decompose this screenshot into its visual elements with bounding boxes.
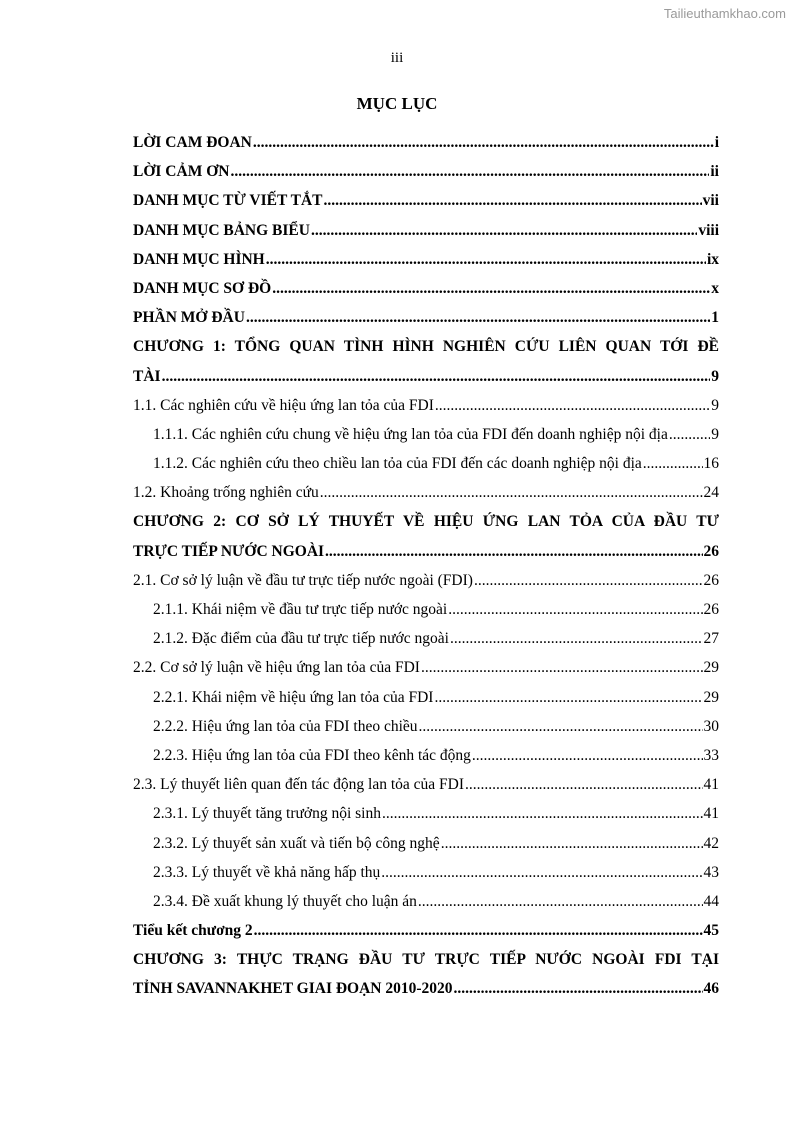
toc-subentry[interactable]: 2.1.1. Khái niệm về đầu tư trực tiếp nước ngoài ..... 26 — [133, 595, 719, 624]
toc-subentry[interactable]: 1.1.2. Các nghiên cứu theo chiều lan tỏa của FDI đến các doanh nghiệp nội địa ..... 16 — [133, 449, 719, 478]
toc-subentry[interactable]: 2.3.3. Lý thuyết về khả năng hấp thụ ..... 43 — [133, 858, 719, 887]
toc-entry[interactable]: 1.2. Khoảng trống nghiên cứu ..... 24 — [133, 478, 719, 507]
toc-chapter-heading[interactable]: CHƯƠNG 1: TỔNG QUAN TÌNH HÌNH NGHIÊN CỨU LIÊN QUAN TỚI ĐỀ — [133, 338, 719, 356]
page-title: MỤC LỤC — [356, 94, 438, 113]
watermark: Tailieuthamkhao.com — [663, 6, 786, 21]
toc-chapter-heading[interactable]: CHƯƠNG 2: CƠ SỞ LÝ THUYẾT VỀ HIỆU ỨNG LAN TỎA CỦA ĐẦU TƯ — [133, 513, 719, 531]
toc-entry[interactable]: TRỰC TIẾP NƯỚC NGOÀI ..... 26 — [133, 537, 719, 566]
toc-page-number: 26 — [703, 542, 719, 560]
toc-entry[interactable]: Tiểu kết chương 2 ..... 45 — [133, 916, 719, 945]
toc-subentry[interactable]: 2.1.2. Đặc điểm của đầu tư trực tiếp nước ngoài ..... 27 — [133, 624, 719, 653]
toc-page-number: 46 — [703, 980, 719, 998]
toc-entry[interactable]: 2.3. Lý thuyết liên quan đến tác động lan tỏa của FDI ..... 41 — [133, 770, 719, 799]
toc-page-number: ix — [706, 250, 719, 268]
toc-entry[interactable]: 2.2. Cơ sở lý luận về hiệu ứng lan tỏa của FDI ..... 29 — [133, 653, 719, 682]
toc-subentry[interactable]: 2.2.2. Hiệu ứng lan tỏa của FDI theo chiều ..... 30 — [133, 712, 719, 741]
toc-entry[interactable]: DANH MỤC BẢNG BIỂU ..... viii — [133, 216, 719, 245]
toc-entry[interactable]: PHẦN MỞ ĐẦU ..... 1 — [133, 303, 719, 332]
toc-chapter-heading[interactable]: CHƯƠNG 3: THỰC TRẠNG ĐẦU TƯ TRỰC TIẾP NƯỚC NGOÀI FDI TẠI — [133, 951, 719, 969]
toc-page-number: 9 — [711, 425, 719, 443]
toc-page-number: 16 — [703, 455, 719, 473]
toc-page-number: vii — [702, 192, 719, 210]
toc-entry[interactable]: 1.1. Các nghiên cứu về hiệu ứng lan tỏa của FDI ..... 9 — [133, 391, 719, 420]
toc-page-number: 45 — [703, 922, 719, 940]
toc-entry[interactable]: TỈNH SAVANNAKHET GIAI ĐOẠN 2010-2020 ..... 46 — [133, 974, 719, 1003]
page-number: iii — [390, 50, 404, 66]
toc-page-number: 41 — [703, 776, 719, 794]
toc-subentry[interactable]: 2.3.4. Đề xuất khung lý thuyết cho luận án ..... 44 — [133, 887, 719, 916]
toc-page-number: 26 — [703, 601, 719, 618]
toc-entry[interactable]: DANH MỤC SƠ ĐỒ ..... x — [133, 274, 719, 303]
toc-page-number: 26 — [703, 571, 719, 589]
toc-page-number: 33 — [703, 746, 719, 764]
toc-page-number: x — [711, 279, 719, 297]
toc-page-number: 44 — [703, 892, 719, 910]
toc-subentry[interactable]: 1.1.1. Các nghiên cứu chung về hiệu ứng lan tỏa của FDI đến doanh nghiệp nội địa ..... 9 — [133, 420, 719, 449]
toc-page-number: 41 — [703, 805, 719, 823]
toc-entry[interactable]: DANH MỤC TỪ VIẾT TẮT ..... vii — [133, 186, 719, 215]
toc-page-number: 30 — [703, 717, 719, 735]
toc-page-number: 9 — [711, 396, 719, 414]
toc-subentry[interactable]: 2.2.1. Khái niệm về hiệu ứng lan tỏa của FDI ..... 29 — [133, 683, 719, 712]
toc-page-number: 43 — [703, 863, 719, 881]
toc-page-number: viii — [698, 221, 719, 239]
toc-page-number: 1 — [711, 309, 719, 327]
toc-page-number: 29 — [703, 659, 719, 677]
toc-page-number: ii — [710, 163, 719, 181]
toc-entry[interactable]: 2.1. Cơ sở lý luận về đầu tư trực tiếp nước ngoài (FDI) ..... 26 — [133, 566, 719, 595]
toc-page-number: 27 — [703, 630, 719, 648]
table-of-contents — [133, 128, 719, 1004]
toc-page-number: i — [714, 134, 719, 151]
toc-entry[interactable]: LỜI CẢM ƠN ..... ii — [133, 157, 719, 186]
toc-subentry[interactable]: 2.3.2. Lý thuyết sản xuất và tiến bộ công nghệ ..... 42 — [133, 829, 719, 858]
toc-page-number: 42 — [703, 834, 719, 852]
toc-page-number: 9 — [711, 367, 719, 385]
toc-entry[interactable]: TÀI ..... 9 — [133, 362, 719, 391]
toc-entry[interactable]: DANH MỤC HÌNH ..... ix — [133, 245, 719, 274]
toc-subentry[interactable]: 2.3.1. Lý thuyết tăng trưởng nội sinh ..... 41 — [133, 799, 719, 828]
toc-page-number: 29 — [703, 688, 719, 706]
toc-page-number: 24 — [703, 484, 719, 502]
toc-entry[interactable]: LỜI CAM ĐOAN ..... i — [133, 128, 719, 157]
toc-subentry[interactable]: 2.2.3. Hiệu ứng lan tỏa của FDI theo kênh tác động ..... 33 — [133, 741, 719, 770]
